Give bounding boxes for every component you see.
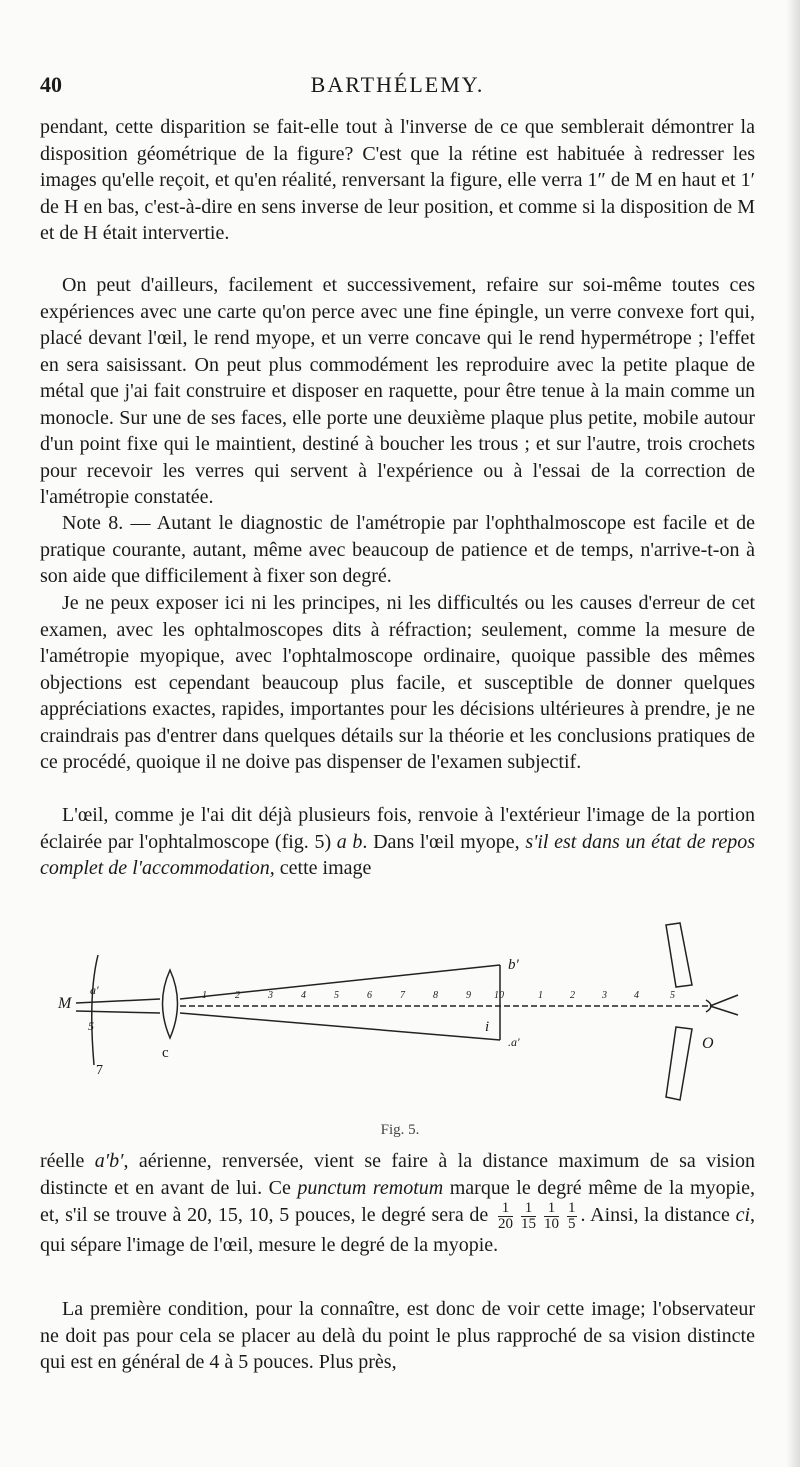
p6-text-c: marque le degré même de la myopie, et, s'il se trouve à 20, 15, 10, 5 pouces, le degré sera de <box>40 1176 755 1227</box>
scale-left-2: 2 <box>235 990 240 1001</box>
label-M: M <box>58 995 72 1012</box>
label-b-prime: b′ <box>508 957 519 973</box>
mirror-lower <box>666 1027 692 1100</box>
frac-num: 1 <box>521 1201 536 1217</box>
figure-caption: Fig. 5. <box>380 1122 420 1138</box>
figure-5 <box>58 915 750 1125</box>
p5-text-b: . Dans l'œil myope, <box>362 830 520 853</box>
label-5: 5 <box>88 1019 94 1033</box>
ray-upper <box>180 965 500 999</box>
label-i: i <box>485 1019 490 1035</box>
scale-left-4: 4 <box>301 990 306 1001</box>
optics-diagram <box>70 915 750 1125</box>
eye-observer <box>706 995 738 1015</box>
frac-den: 20 <box>498 1216 514 1232</box>
frac-den: 15 <box>521 1216 537 1232</box>
scale-right-5: 5 <box>670 990 675 1001</box>
scale-left-6: 6 <box>367 990 372 1001</box>
page-number: 40 <box>40 72 62 97</box>
fraction-1-15 <box>521 1201 536 1232</box>
scale-left-1: 1 <box>202 990 207 1001</box>
paragraph-4: Je ne peux exposer ici ni les principes, ni les difficultés ou les causes d'erreur de cet examen, avec les ophtalmoscopes dits à réfraction; seulement, comme la mesure de l'amétropie myopique, avec l'ophtalmoscope ordinaire, quoique passible des mêmes objections est cependant beaucoup plus facile, et susceptible de donner quelques appréciations exactes, rapides, importantes pour les décisions ultérieures à prendre, je ne craindrais pas d'entrer dans quelques détails sur la théorie et les conclusions pratiques de ce procédé, quoique il ne doive pas dispenser de l'examen subjectif. <box>40 592 755 773</box>
frac-num: 1 <box>498 1201 513 1217</box>
paragraph-5 <box>40 802 755 882</box>
scale-right-1: 1 <box>538 990 543 1001</box>
fraction-1-5 <box>567 1201 577 1232</box>
label-a-prime: a′ <box>90 983 99 997</box>
paragraph-7: La première condition, pour la connaître, est donc de voir cette image; l'observateur ne doit pas pour cela se placer au delà du point le plus rapproché de sa vision distincte qui est en général de 4 à 5 pouces. Plus près, <box>40 1298 755 1373</box>
p6-italic: punctum remotum <box>297 1176 444 1199</box>
p6-ci: ci <box>735 1204 751 1227</box>
p6-text-a: réelle <box>40 1150 85 1172</box>
p5-text-c: cette image <box>279 857 372 879</box>
scale-left-7: 7 <box>400 990 405 1001</box>
label-7: 7 <box>96 1063 103 1078</box>
label-O: O <box>702 1035 714 1052</box>
p6-text-b: , aérienne, renversée, vient se faire à la distance maximum de sa vision distincte et en avant de lui. Ce <box>40 1150 755 1199</box>
convex-lens <box>163 970 178 1038</box>
p5-text-a: L'œil, comme je l'ai dit déjà plusieurs fois, renvoie à l'extérieur l'image de la portion éclairée par l'ophtalmoscope (fig. 5) <box>40 804 755 853</box>
ray-lower <box>180 1013 500 1040</box>
paragraph-2: On peut d'ailleurs, facilement et successivement, refaire sur soi-même toutes ces expériences avec une carte qu'on perce avec une fine épingle, un verre convexe fort qui, placé devant l'œil, le rend myope, et un verre concave qui le rend hypermétrope ; l'effet en sera saisissant. On peut plus commodément les reproduire avec la petite plaque de métal que j'ai fait construire et disposer en raquette, pour être tenue à la main comme un monocle. Sur une de ses faces, elle porte une deuxième plaque plus petite, mobile autour d'un point fixe qui le maintient, destiné à boucher les trous ; et sur l'autre, trois crochets pour recevoir les verres qui servent à l'expérience ou à l'essai de la correction de l'amétropie constatée. <box>40 274 755 508</box>
p5-ab: a b <box>336 830 363 853</box>
page-edge-shadow <box>786 0 800 1467</box>
scale-left-10: 10 <box>494 990 504 1001</box>
scale-left-9: 9 <box>466 990 471 1001</box>
fraction-1-20 <box>498 1201 513 1232</box>
frac-num: 1 <box>568 1200 576 1216</box>
scale-right-2: 2 <box>570 990 575 1001</box>
page-header <box>40 72 755 102</box>
scale-left-8: 8 <box>433 990 438 1001</box>
mirror-upper <box>666 923 692 987</box>
fraction-1-10 <box>544 1201 559 1232</box>
frac-den: 10 <box>544 1216 560 1232</box>
running-title: BARTHÉLEMY. <box>310 72 485 97</box>
scale-left-3: 3 <box>268 990 273 1001</box>
left-arc-line <box>92 955 98 1065</box>
p5-italic: s'il est dans un état de repos complet de l'accommodation, <box>40 830 755 879</box>
p6-text-d: . Ainsi, la distance <box>580 1204 730 1227</box>
scale-right-3: 3 <box>602 990 607 1001</box>
p6-text-e: , qui sépare l'image de l'œil, mesure le degré de la myopie. <box>40 1204 756 1256</box>
frac-num: 1 <box>544 1201 559 1217</box>
paragraph-note-8: Note 8. — Autant le diagnostic de l'amétropie par l'ophthalmoscope est facile et de pratique courante, autant, même avec beaucoup de patience et de temps, n'arrive-t-on à son aide que difficilement à fixer son degré. <box>40 512 755 587</box>
paragraph-6 <box>40 1148 755 1259</box>
p6-ab: a′b′ <box>94 1150 124 1172</box>
paragraph-1: pendant, cette disparition se fait-elle tout à l'inverse de ce que semblerait démontrer la disposition géométrique de la figure? C'est que la rétine est habituée à redresser les images qu'elle reçoit, et qu'en réalité, renversant la figure, elle verra 1″ de M en haut et 1′ de H en bas, c'est-à-dire en sens inverse de leur position, et comme si la disposition de M et de H était intervertie. <box>40 116 755 244</box>
scale-right-4: 4 <box>634 990 639 1001</box>
label-a-dots: .a′ <box>508 1035 520 1049</box>
scale-left-5: 5 <box>334 990 339 1001</box>
label-c: c <box>162 1045 169 1061</box>
frac-den: 5 <box>568 1216 576 1232</box>
